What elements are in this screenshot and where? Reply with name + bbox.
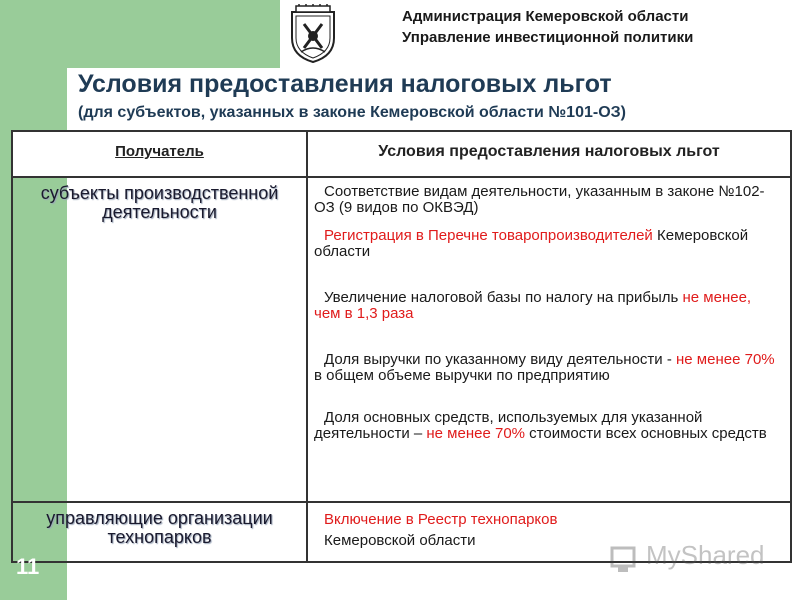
column-header-recipient: Получатель [12,131,307,177]
condition-item [314,410,780,442]
watermark [608,536,768,576]
organization-name [402,6,693,48]
conditions-list [314,184,780,442]
condition-item [314,352,780,384]
condition-text: Соответствие видам деятельности, указанным в законе №102-ОЗ (9 видов по ОКВЭД) [314,183,765,216]
condition-highlight: Регистрация в Перечне товаропроизводителей [324,227,657,244]
watermark-text: MyShared [646,540,765,570]
condition-text: Увеличение налоговой базы по налогу на прибыль [324,289,683,306]
conditions-cell [307,177,791,502]
table-row [12,177,791,502]
conditions-table [11,130,792,563]
page-subtitle: (для субъектов, указанных в законе Кемеровской области №101-ОЗ) [78,104,626,121]
condition-line: Кемеровской области [324,532,476,549]
condition-text: стоимости всех основных средств [525,425,767,442]
watermark-logo-icon [608,542,642,576]
condition-item [314,228,780,260]
coat-of-arms-icon [286,4,340,64]
condition-text: в общем объеме выручки по предприятию [314,367,610,384]
condition-item [314,184,780,216]
organization-line-1: Администрация Кемеровской области [402,8,689,25]
condition-line: Включение в Реестр технопарков [324,511,558,528]
condition-text: Кемеровской области [314,227,749,260]
recipient-cell [12,502,307,562]
condition-highlight: не менее 70% [676,351,775,368]
condition-text: Доля выручки по указанному виду деятельности - [324,351,677,368]
condition-highlight: не менее, чем в 1,3 раза [314,289,752,322]
condition-item [314,290,780,322]
recipient-text: субъекты производственной деятельности [40,183,279,222]
page-number: 11 [16,554,40,579]
column-header-conditions: Условия предоставления налоговых льгот [307,131,791,177]
page-title: Условия предоставления налоговых льгот [78,70,612,98]
organization-line-2: Управление инвестиционной политики [402,29,694,46]
top-green-band [0,0,280,68]
condition-text: Доля основных средств, используемых для указанной деятельности – [314,409,703,442]
recipient-cell [12,177,307,502]
table-header-row [12,131,791,177]
recipient-text: управляющие организации технопарков [46,508,273,547]
condition-highlight: не менее 70% [426,425,525,442]
